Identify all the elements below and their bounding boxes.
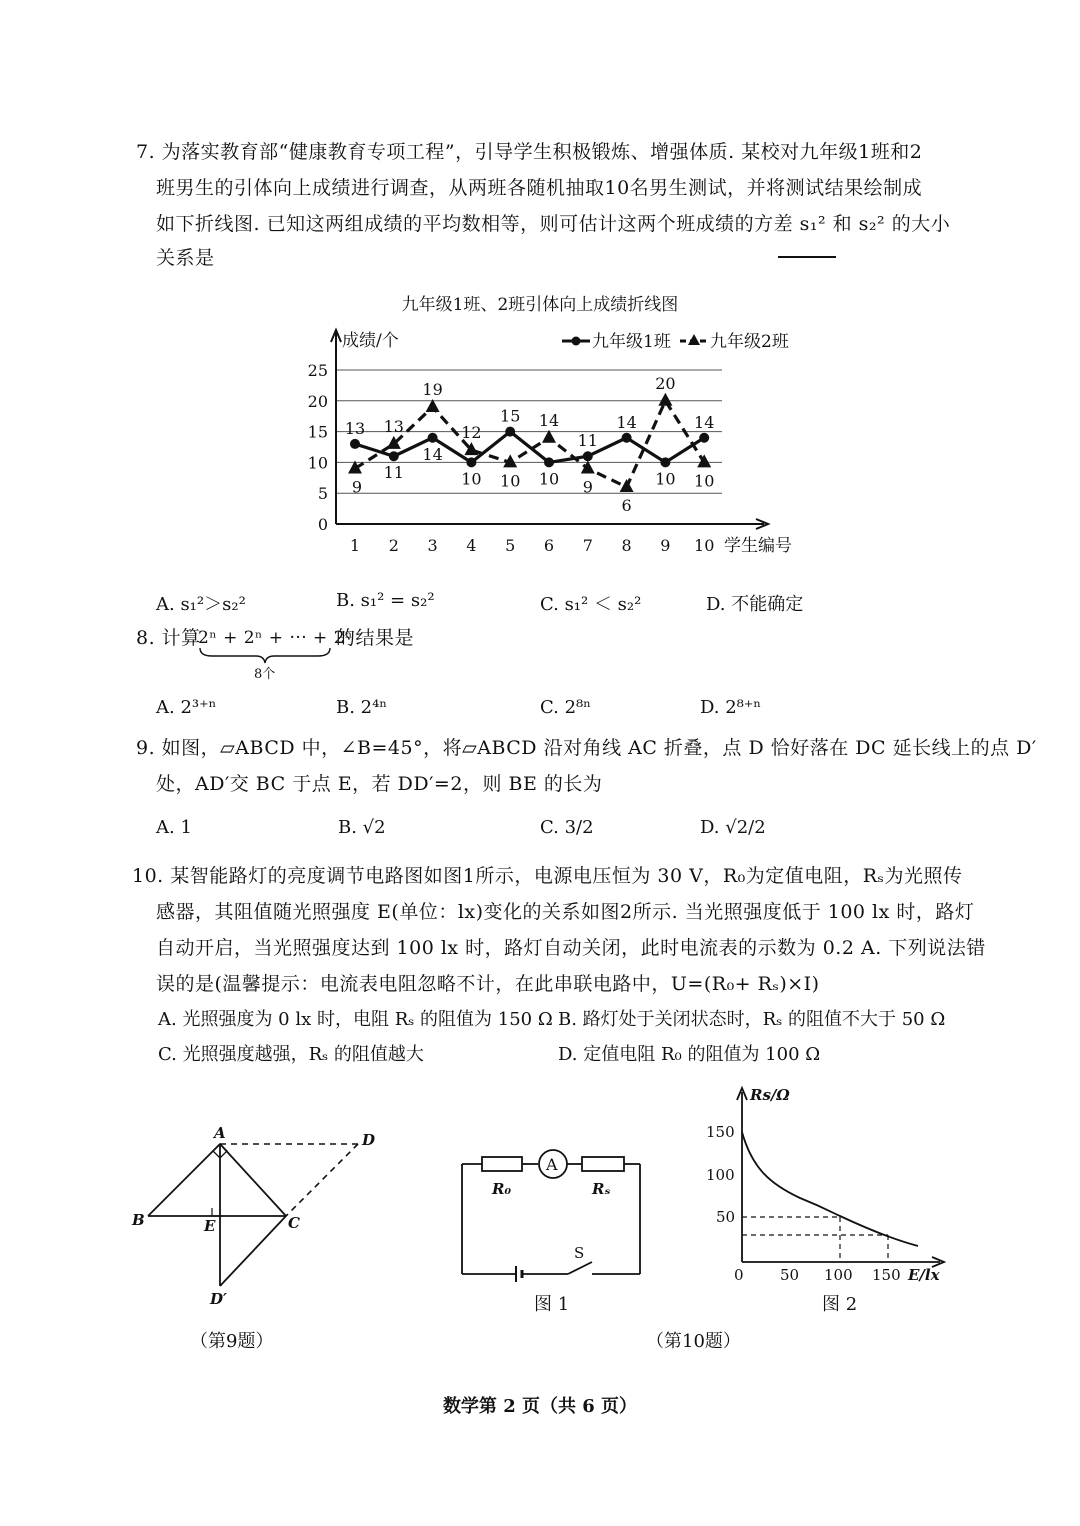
q9-caption: （第9题） [190, 1331, 274, 1352]
class1-point-6 [544, 457, 554, 467]
rs-curve [742, 1132, 918, 1246]
q9-option-c[interactable]: C. 3/2 [540, 817, 594, 838]
graph-ytick-100: 100 [706, 1166, 735, 1184]
xtick-1: 1 [349, 536, 361, 555]
class2-label-7: 9 [582, 477, 593, 497]
legend-class1-label: 九年级1班 [592, 332, 671, 352]
legend-class2-marker [688, 334, 700, 345]
q10-line-4: 误的是(温馨提示：电流表电阻忽略不计，在此串联电路中，U=(R₀+ Rₛ)×I) [156, 973, 820, 995]
graph-xtick-50: 50 [780, 1266, 800, 1284]
q9-line-1: 9. 如图，▱ABCD 中，∠B=45°，将▱ABCD 沿对角线 AC 折叠，点 D 恰好落在 DC 延长线上的点 D′ [136, 737, 1037, 759]
label-b: B [132, 1211, 145, 1229]
label-c: C [288, 1214, 300, 1232]
xtick-3: 3 [427, 536, 438, 555]
q7-line-4: 关系是 [156, 247, 215, 269]
ytick-0: 0 [317, 515, 328, 534]
graph-ytick-150: 150 [706, 1123, 735, 1141]
class1-label-9: 10 [655, 469, 676, 489]
class1-label-5: 15 [500, 406, 521, 426]
xtick-5: 5 [505, 536, 516, 555]
label-a: A [214, 1124, 226, 1142]
switch-label: S [574, 1244, 585, 1262]
class2-point-9 [658, 393, 672, 406]
class2-label-3: 19 [422, 379, 443, 399]
q7-line-1: 7. 为落实教育部“健康教育专项工程”，引导学生积极锻炼、增强体质. 某校对九年级1班和2 [136, 141, 923, 163]
resistor-r0 [482, 1157, 522, 1171]
xtick-2: 2 [388, 536, 399, 555]
q8-prefix: 8. 计算 [136, 627, 201, 649]
graph-xtick-150: 150 [872, 1266, 901, 1284]
q8-option-b[interactable]: B. 2⁴ⁿ [336, 697, 388, 718]
xtick-4: 4 [466, 536, 477, 555]
graph-xlabel: E/lx [908, 1266, 940, 1284]
class1-label-1: 13 [344, 418, 366, 438]
chart-xlabel: 学生编号 [724, 536, 792, 556]
rs-label: Rₛ [592, 1180, 611, 1198]
q9-option-d[interactable]: D. √2/2 [700, 817, 766, 838]
series-class2-line [355, 401, 704, 487]
q7-option-c[interactable]: C. s₁² ＜ s₂² [540, 594, 642, 615]
legend-class2-label: 九年级2班 [710, 332, 789, 352]
ytick-5: 5 [317, 484, 328, 504]
class2-point-8 [620, 479, 634, 492]
class1-label-6: 10 [538, 469, 560, 489]
q7-line-2: 班男生的引体向上成绩进行调查，从两班各随机抽取10名男生测试，并将测试结果绘制成 [156, 177, 923, 199]
ytick-25: 25 [307, 361, 328, 380]
xtick-6: 6 [543, 536, 555, 555]
ytick-10: 10 [307, 453, 328, 473]
q7-option-a[interactable]: A. s₁²＞s₂² [156, 594, 246, 615]
q10-option-d[interactable]: D. 定值电阻 R₀ 的阻值为 100 Ω [558, 1044, 821, 1065]
page-footer: 数学第 2 页（共 6 页） [442, 1396, 638, 1417]
q8-option-d[interactable]: D. 2⁸⁺ⁿ [700, 697, 762, 718]
ytick-15: 15 [307, 422, 328, 442]
class2-label-9: 20 [655, 373, 676, 393]
q10-line-1: 10. 某智能路灯的亮度调节电路图如图1所示，电源电压恒为 30 V，R₀为定值电阻，Rₛ为光照传 [132, 865, 963, 887]
class2-label-4: 12 [461, 423, 482, 443]
class2-label-8: 6 [621, 496, 632, 516]
q8-option-c[interactable]: C. 2⁸ⁿ [540, 697, 592, 718]
score-line-chart [0, 318, 1080, 568]
label-d-prime: D′ [210, 1290, 227, 1308]
q8-suffix: 的结果是 [336, 627, 415, 649]
class1-point-2 [389, 451, 399, 461]
graph-xtick-0: 0 [734, 1266, 744, 1284]
class1-point-3 [428, 433, 438, 443]
q8-expression: 2ⁿ + 2ⁿ + ··· + 2ⁿ [198, 628, 353, 648]
chart-ylabel: 成绩/个 [342, 331, 399, 351]
q10-option-b[interactable]: B. 路灯处于关闭状态时，Rₛ 的阻值不大于 50 Ω [558, 1009, 946, 1030]
edge-dc-dashed [286, 1144, 358, 1216]
q8-option-a[interactable]: A. 2³⁺ⁿ [156, 697, 217, 718]
label-d: D [362, 1131, 376, 1149]
class2-label-10: 10 [694, 471, 715, 491]
ammeter-label: A [546, 1155, 558, 1174]
q7-option-d[interactable]: D. 不能确定 [706, 594, 804, 615]
class2-label-1: 9 [351, 477, 363, 497]
label-e: E [204, 1217, 216, 1235]
circuit-diagram [450, 1140, 660, 1290]
xtick-7: 7 [582, 536, 593, 555]
xtick-9: 9 [660, 536, 671, 555]
graph-xtick-100: 100 [824, 1266, 853, 1284]
class2-label-2: 13 [383, 416, 404, 436]
q10-option-a[interactable]: A. 光照强度为 0 lx 时，电阻 Rₛ 的阻值为 150 Ω [158, 1009, 553, 1030]
fig1-caption: 图 1 [534, 1294, 570, 1315]
class1-label-8: 14 [616, 412, 637, 432]
class1-point-4 [466, 457, 476, 467]
q8-under-label: 8个 [254, 667, 276, 682]
class1-label-4: 10 [461, 469, 482, 489]
q7-option-b[interactable]: B. s₁² = s₂² [336, 590, 435, 611]
fig2-caption: 图 2 [822, 1294, 858, 1315]
resistor-rs [582, 1157, 624, 1171]
class1-point-7 [583, 451, 593, 461]
q10-line-2: 感器，其阻值随光照强度 E(单位：lx)变化的关系如图2所示. 当光照强度低于 100 lx 时，路灯 [156, 901, 975, 923]
q9-option-a[interactable]: A. 1 [156, 817, 192, 838]
xtick-8: 8 [621, 536, 632, 555]
class1-label-2: 11 [383, 463, 404, 483]
class1-point-8 [622, 433, 632, 443]
rs-e-graph [700, 1080, 960, 1290]
q10-option-c[interactable]: C. 光照强度越强，Rₛ 的阻值越大 [158, 1044, 424, 1065]
xtick-10: 10 [694, 536, 715, 555]
edge-cd-prime [220, 1216, 286, 1286]
q9-option-b[interactable]: B. √2 [338, 817, 386, 838]
class1-point-10 [699, 433, 709, 443]
class1-label-3: 14 [422, 444, 443, 464]
r0-label: R₀ [492, 1180, 512, 1198]
legend-class1-marker [572, 337, 581, 346]
class1-point-9 [660, 457, 670, 467]
ytick-20: 20 [307, 391, 328, 411]
q10-caption: （第10题） [646, 1331, 741, 1352]
class1-point-1 [350, 439, 360, 449]
class2-label-5: 10 [500, 471, 521, 491]
graph-ytick-50: 50 [716, 1208, 736, 1226]
edge-ac [220, 1144, 286, 1216]
q7-answer-blank [778, 256, 836, 258]
q10-line-3: 自动开启，当光照强度达到 100 lx 时，路灯自动关闭，此时电流表的示数为 0.2 A. 下列说法错 [156, 937, 986, 959]
graph-ylabel: Rs/Ω [750, 1086, 790, 1104]
q9-line-2: 处，AD′交 BC 于点 E，若 DD′=2，则 BE 的长为 [156, 773, 603, 795]
class2-label-6: 14 [538, 410, 560, 430]
q7-line-3: 如下折线图. 已知这两组成绩的平均数相等，则可估计这两个班成绩的方差 s₁² 和 s₂² 的大小 [156, 213, 951, 235]
class1-label-10: 14 [694, 412, 715, 432]
edge-ab [148, 1144, 220, 1216]
switch-icon [568, 1262, 592, 1274]
q9-parallelogram-figure [120, 1110, 390, 1310]
series-class1-line [355, 432, 704, 463]
class1-label-7: 11 [577, 431, 598, 451]
chart-title: 九年级1班、2班引体向上成绩折线图 [401, 295, 679, 315]
class1-point-5 [505, 427, 515, 437]
